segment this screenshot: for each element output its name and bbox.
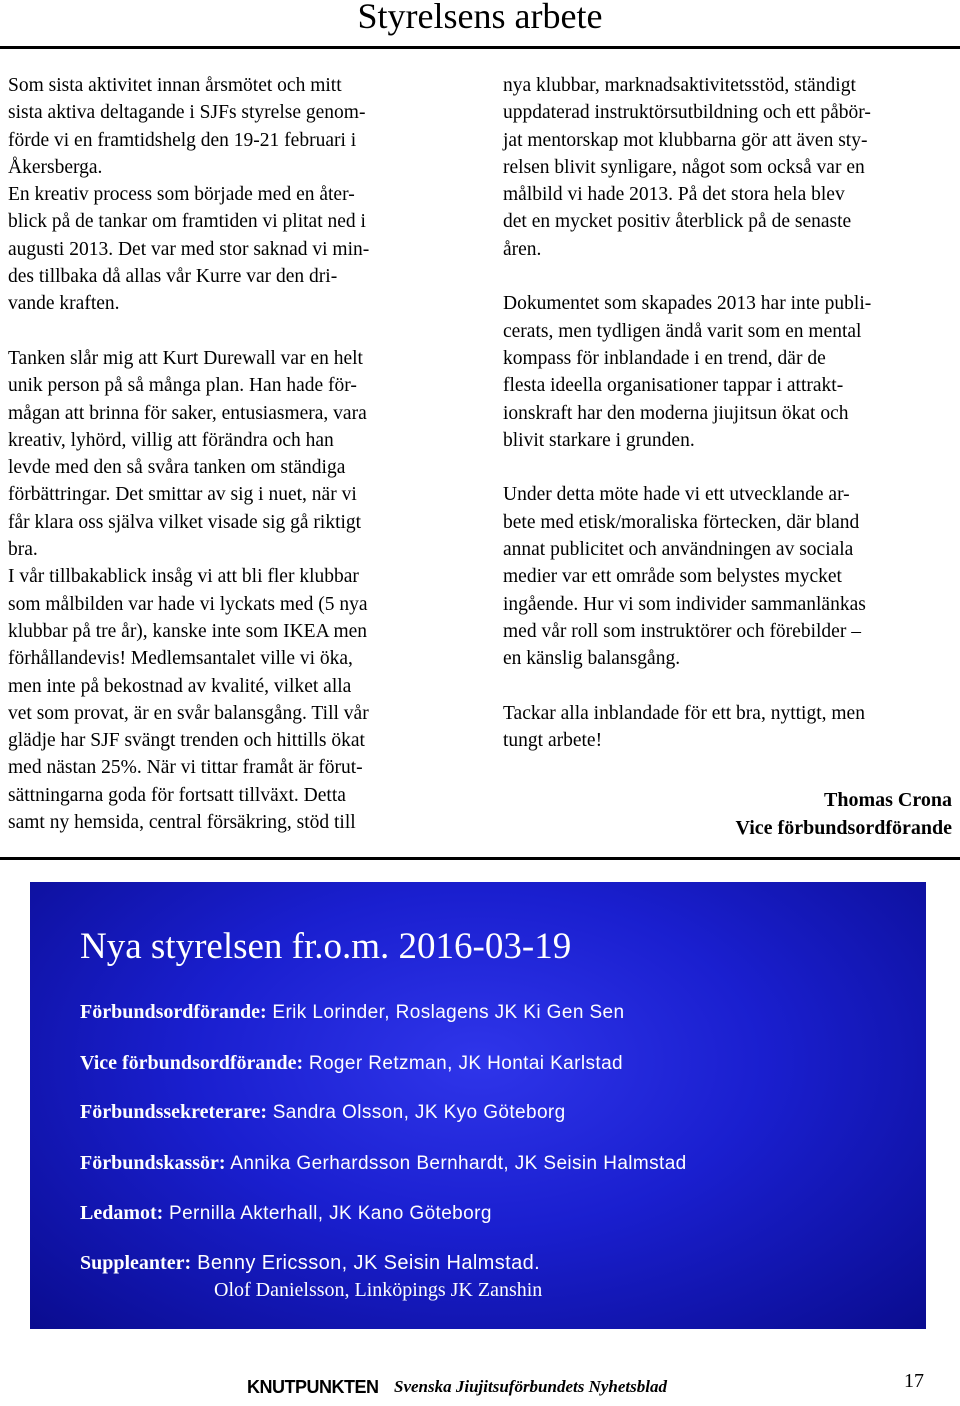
- text-line: blivit starkare i grunden.: [503, 429, 695, 451]
- text-line: Dokumentet som skapades 2013 har inte publi-: [503, 293, 872, 315]
- text-line: levde med den så svåra tanken om ständiga: [8, 457, 346, 479]
- text-line: men inte på bekostnad av kvalité, vilket alla: [8, 675, 352, 697]
- text-line: ingående. Hur vi som individer sammanlänkas: [503, 593, 866, 615]
- board-role: Förbundsordförande:: [80, 1001, 267, 1023]
- page-title: Styrelsens arbete: [357, 0, 603, 36]
- left-paragraph-1: [8, 72, 450, 318]
- text-line: jat mentorskap mot klubbarna gör att även sty-: [503, 129, 868, 151]
- text-line: kompass för inblandade i en trend, där de: [503, 347, 826, 369]
- right-paragraph-1: [503, 72, 950, 263]
- text-line: glädje har SJF svängt trenden och hittills ökat: [8, 730, 365, 752]
- left-paragraph-2: [8, 345, 450, 836]
- text-line: medier var ett område som belystes mycket: [503, 566, 842, 588]
- text-line: målbild vi hade 2013. På det stora hela blev: [503, 184, 845, 206]
- text-line: klubbar på tre år), kanske inte som IKEA men: [8, 620, 368, 642]
- publication-logo: KNUTPUNKTEN: [247, 1377, 379, 1397]
- right-column: [503, 72, 950, 754]
- text-line: relsen blivit synligare, något som också var en: [503, 156, 865, 178]
- board-member: Sandra Olsson, JK Kyo Göteborg: [267, 1102, 566, 1123]
- board-row-chair: [80, 999, 624, 1026]
- text-line: uppdaterad instruktörsutbildning och ett påbör-: [503, 102, 871, 124]
- text-line: vande kraften.: [8, 293, 120, 315]
- text-line: Under detta möte hade vi ett utvecklande ar-: [503, 484, 850, 506]
- board-row-treasurer: [80, 1150, 687, 1177]
- text-line: förbättringar. Det smittar av sig i nuet, när vi: [8, 484, 357, 506]
- text-line: unik person på så många plan. Han hade för-: [8, 375, 357, 397]
- text-line: en känslig balansgång.: [503, 648, 681, 670]
- board-member: Annika Gerhardsson Bernhardt, JK Seisin Halmstad: [225, 1153, 687, 1174]
- text-line: Tanken slår mig att Kurt Durewall var en helt: [8, 347, 363, 369]
- board-role: Förbundskassör:: [80, 1152, 226, 1174]
- right-paragraph-4: [503, 700, 950, 755]
- left-column: [8, 72, 450, 836]
- text-line: med vår roll som instruktörer och förebilder –: [503, 620, 861, 642]
- text-line: sättningarna goda för fortsatt tillväxt. Detta: [8, 784, 346, 806]
- text-line: Som sista aktivitet innan årsmötet och mitt: [8, 75, 342, 96]
- text-line: cerats, men tydligen ändå varit som en mental: [503, 320, 862, 342]
- board-row-secretary: [80, 1099, 566, 1126]
- text-line: I vår tillbakablick insåg vi att bli fler klubbar: [8, 566, 359, 588]
- board-role: Ledamot:: [80, 1202, 164, 1224]
- page-footer: [0, 1370, 960, 1402]
- board-member: Pernilla Akterhall, JK Kano Göteborg: [163, 1203, 492, 1224]
- section-divider: [0, 857, 960, 860]
- page-number: 17: [904, 1370, 924, 1392]
- text-line: Åkersberga.: [8, 156, 103, 178]
- board-role: Suppleanter:: [80, 1252, 192, 1274]
- board-role: Vice förbundsordförande:: [80, 1052, 304, 1074]
- signature-title: Vice förbundsordförande: [735, 817, 952, 839]
- paragraph-gap: [8, 318, 450, 345]
- right-paragraph-3: [503, 481, 950, 672]
- text-line: får klara oss själva vilket visade sig gå riktigt: [8, 511, 362, 533]
- board-member: Olof Danielsson, Linköpings JK Zanshin: [214, 1279, 543, 1301]
- text-line: vet som provat, är en svår balansgång. Till vår: [8, 702, 369, 724]
- text-line: blick på de tankar om framtiden vi plitat ned i: [8, 211, 366, 233]
- text-line: förde vi en framtidshelg den 19-21 februari i: [8, 129, 357, 151]
- text-line: augusti 2013. Det var med stor saknad vi min-: [8, 238, 370, 260]
- board-row-member: [80, 1200, 492, 1227]
- text-line: nya klubbar, marknadsaktivitetsstöd, ständigt: [503, 75, 856, 96]
- board-row-deputies: [80, 1250, 540, 1277]
- text-line: samt ny hemsida, central försäkring, stöd till: [8, 812, 356, 834]
- text-line: det en mycket positiv återblick på de senaste: [503, 211, 852, 233]
- board-heading: Nya styrelsen fr.o.m. 2016-03-19: [80, 926, 572, 967]
- board-member: Roger Retzman, JK Hontai Karlstad: [303, 1053, 624, 1074]
- text-line: Tackar alla inblandade för ett bra, nyttigt, men: [503, 702, 865, 724]
- text-line: annat publicitet och användningen av sociala: [503, 539, 854, 561]
- text-line: kreativ, lyhörd, villig att förändra och han: [8, 429, 334, 451]
- text-line: som målbilden var hade vi lyckats med (5 nya: [8, 593, 368, 615]
- text-line: bra.: [8, 539, 38, 561]
- text-line: åren.: [503, 238, 542, 260]
- paragraph-gap: [503, 454, 950, 481]
- board-member: Erik Lorinder, Roslagens JK Ki Gen Sen: [266, 1002, 625, 1023]
- right-paragraph-2: [503, 290, 950, 454]
- signature: [736, 786, 952, 842]
- text-line: des tillbaka då allas vår Kurre var den dri-: [8, 266, 338, 288]
- text-line: mågan att brinna för saker, entusiasmera, vara: [8, 402, 367, 424]
- board-role: Förbundssekreterare:: [80, 1101, 268, 1123]
- new-board-box: [30, 882, 926, 1329]
- text-line: förhållandevis! Medlemsantalet ville vi öka,: [8, 648, 353, 670]
- publication-name: Svenska Jiujitsuförbundets Nyhetsblad: [394, 1377, 667, 1396]
- text-line: bete med etisk/moraliska förtecken, där bland: [503, 511, 860, 533]
- paragraph-gap: [503, 263, 950, 290]
- board-row-deputies-extra: [214, 1277, 542, 1304]
- signature-name: Thomas Crona: [824, 789, 952, 811]
- text-line: med nästan 25%. När vi tittar framåt är förut-: [8, 757, 363, 779]
- text-line: tungt arbete!: [503, 730, 603, 752]
- text-line: En kreativ process som började med en åter-: [8, 184, 355, 206]
- header-rule: [0, 46, 960, 49]
- board-row-vice-chair: [80, 1050, 623, 1077]
- text-line: ionskraft har den moderna jiujitsun ökat och: [503, 402, 849, 424]
- paragraph-gap: [503, 673, 950, 700]
- text-line: sista aktiva deltagande i SJFs styrelse genom-: [8, 102, 366, 124]
- board-member: Benny Ericsson, JK Seisin Halmstad.: [191, 1252, 541, 1274]
- text-line: flesta ideella organisationer tappar i attrakt-: [503, 375, 844, 397]
